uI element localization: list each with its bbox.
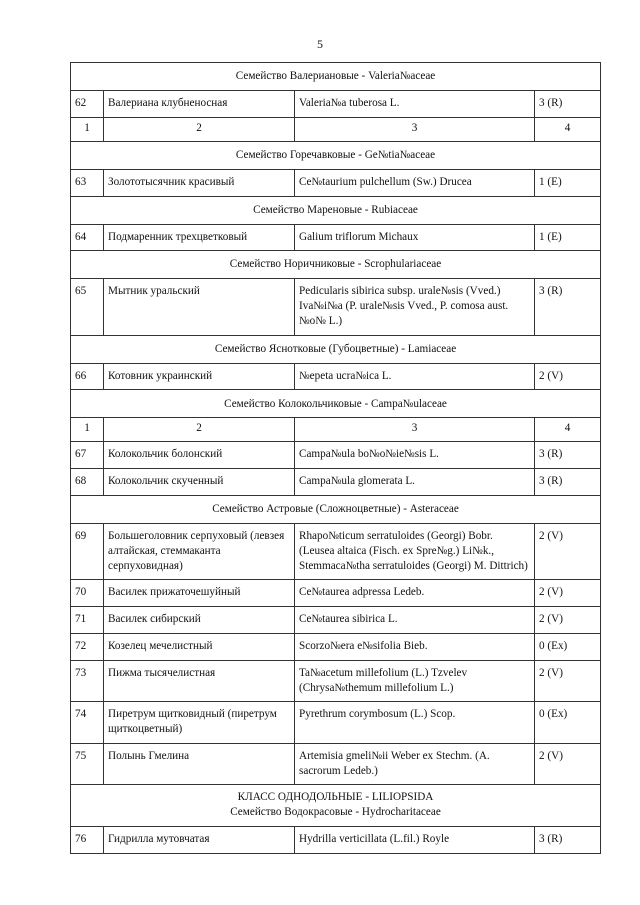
row-number: 66 <box>71 363 104 390</box>
family-row <box>71 335 601 363</box>
latin-name: Pyrethrum corymbosum (L.) Scop. <box>295 702 535 744</box>
rarity-category: 2 (V) <box>535 660 601 702</box>
family-row <box>71 63 601 91</box>
row-number: 71 <box>71 607 104 634</box>
family-row <box>71 141 601 169</box>
table-row <box>71 580 601 607</box>
latin-name: Ta№acetum millefolium (L.) Tzvelev (Chrysa№themum millefolium L.) <box>295 660 535 702</box>
latin-name: Rhapo№ticum serratuloides (Georgi) Bobr. (Leusea altaica (Fisch. ex Spre№g.) Li№k., Stemmaca№tha serratuloides (Georgi) M. Dittrich) <box>295 524 535 580</box>
row-number: 74 <box>71 702 104 744</box>
family-title: Семейство Горечавковые - Ge№tia№aceae <box>71 141 601 169</box>
rarity-category: 3 (R) <box>535 279 601 335</box>
rarity-category: 3 (R) <box>535 826 601 853</box>
table-row <box>71 607 601 634</box>
rarity-category: 3 (R) <box>535 442 601 469</box>
table-body <box>71 63 601 854</box>
table-row <box>71 743 601 785</box>
rarity-category: 2 (V) <box>535 743 601 785</box>
latin-name: Hydrilla verticillata (L.fil.) Royle <box>295 826 535 853</box>
family-title: Семейство Норичниковые - Scrophulariaceae <box>71 251 601 279</box>
class-cell <box>71 785 601 827</box>
rarity-category: 0 (Ex) <box>535 702 601 744</box>
russian-name: Колокольчик скученный <box>104 469 295 496</box>
red-book-table <box>70 62 601 854</box>
russian-name: Гидрилла мутовчатая <box>104 826 295 853</box>
russian-name: Василек прижаточешуйный <box>104 580 295 607</box>
latin-name: Pedicularis sibirica subsp. urale№sis (Vved.) Iva№i№a (P. urale№sis Vved., P. comosa aust. №o№ L.) <box>295 279 535 335</box>
russian-name: Подмаренник трехцветковый <box>104 224 295 251</box>
row-number: 63 <box>71 169 104 196</box>
rarity-category: 3 (R) <box>535 469 601 496</box>
latin-name: Scorzo№era e№sifolia Bieb. <box>295 633 535 660</box>
rarity-category: 2 (V) <box>535 524 601 580</box>
rarity-category: 1 (E) <box>535 224 601 251</box>
russian-name: Колокольчик болонский <box>104 442 295 469</box>
column-number: 2 <box>104 418 295 442</box>
row-number: 64 <box>71 224 104 251</box>
table-row <box>71 660 601 702</box>
rarity-category: 0 (Ex) <box>535 633 601 660</box>
russian-name: Полынь Гмелина <box>104 743 295 785</box>
column-number: 1 <box>71 418 104 442</box>
row-number: 72 <box>71 633 104 660</box>
table-row <box>71 702 601 744</box>
latin-name: Campa№ula glomerata L. <box>295 469 535 496</box>
latin-name: Ce№taurea adpressa Ledeb. <box>295 580 535 607</box>
russian-name: Котовник украинский <box>104 363 295 390</box>
column-number: 4 <box>535 117 601 141</box>
column-number-row <box>71 117 601 141</box>
russian-name: Большеголовник серпуховый (левзея алтайская, стеммаканта серпуховидная) <box>104 524 295 580</box>
family-title: Семейство Яснотковые (Губоцветные) - Lamiaceae <box>71 335 601 363</box>
russian-name: Мытник уральский <box>104 279 295 335</box>
row-number: 67 <box>71 442 104 469</box>
table-row <box>71 91 601 118</box>
class-row <box>71 785 601 827</box>
rarity-category: 1 (E) <box>535 169 601 196</box>
table-row <box>71 279 601 335</box>
family-title: Семейство Водокрасовые - Hydrocharitaceae <box>230 806 441 819</box>
latin-name: №epeta ucra№ica L. <box>295 363 535 390</box>
russian-name: Валериана клубненосная <box>104 91 295 118</box>
table-row <box>71 363 601 390</box>
russian-name: Василек сибирский <box>104 607 295 634</box>
row-number: 69 <box>71 524 104 580</box>
table-row <box>71 633 601 660</box>
row-number: 75 <box>71 743 104 785</box>
rarity-category: 3 (R) <box>535 91 601 118</box>
rarity-category: 2 (V) <box>535 363 601 390</box>
table-row <box>71 469 601 496</box>
table-row <box>71 169 601 196</box>
column-number: 4 <box>535 418 601 442</box>
family-title: Семейство Астровые (Сложноцветные) - Asteraceae <box>71 496 601 524</box>
row-number: 76 <box>71 826 104 853</box>
row-number: 65 <box>71 279 104 335</box>
family-row <box>71 196 601 224</box>
latin-name: Artemisia gmeli№ii Weber ex Stechm. (A. sacrorum Ledeb.) <box>295 743 535 785</box>
family-row <box>71 496 601 524</box>
family-title: Семейство Валериановые - Valeria№aceae <box>71 63 601 91</box>
column-number: 1 <box>71 117 104 141</box>
russian-name: Пиретрум щитковидный (пиретрум щиткоцветный) <box>104 702 295 744</box>
rarity-category: 2 (V) <box>535 580 601 607</box>
family-title: Семейство Мареновые - Rubiaceae <box>71 196 601 224</box>
class-title: КЛАСС ОДНОДОЛЬНЫЕ - LILIOPSIDA <box>237 791 434 804</box>
table-row <box>71 224 601 251</box>
row-number: 68 <box>71 469 104 496</box>
latin-name: Ce№taurea sibirica L. <box>295 607 535 634</box>
table-row <box>71 442 601 469</box>
table-row <box>71 826 601 853</box>
column-number-row <box>71 418 601 442</box>
russian-name: Козелец мечелистный <box>104 633 295 660</box>
latin-name: Ce№taurium pulchellum (Sw.) Drucea <box>295 169 535 196</box>
family-title: Семейство Колокольчиковые - Campa№ulaceae <box>71 390 601 418</box>
page-number: 5 <box>317 37 323 51</box>
latin-name: Valeria№a tuberosa L. <box>295 91 535 118</box>
family-row <box>71 251 601 279</box>
family-row <box>71 390 601 418</box>
latin-name: Campa№ula bo№o№ie№sis L. <box>295 442 535 469</box>
russian-name: Золототысячник красивый <box>104 169 295 196</box>
rarity-category: 2 (V) <box>535 607 601 634</box>
column-number: 3 <box>295 117 535 141</box>
row-number: 73 <box>71 660 104 702</box>
row-number: 70 <box>71 580 104 607</box>
latin-name: Galium triflorum Michaux <box>295 224 535 251</box>
russian-name: Пижма тысячелистная <box>104 660 295 702</box>
table-row <box>71 524 601 580</box>
row-number: 62 <box>71 91 104 118</box>
column-number: 3 <box>295 418 535 442</box>
column-number: 2 <box>104 117 295 141</box>
